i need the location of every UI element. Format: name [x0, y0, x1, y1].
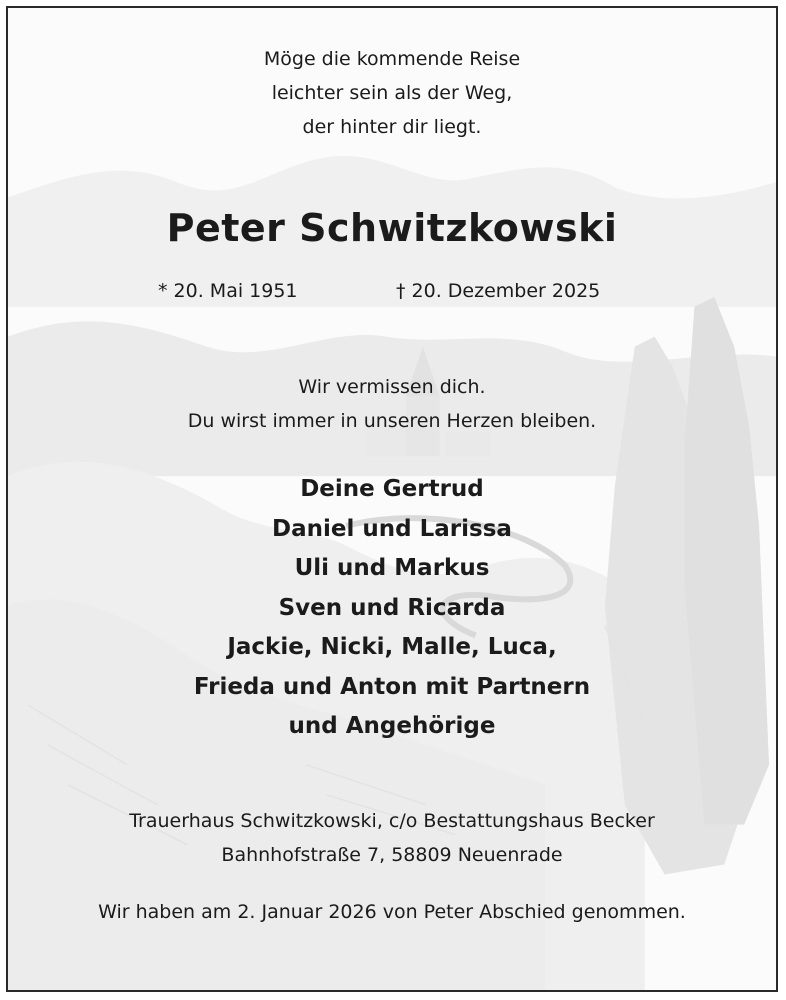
quote-line: der hinter dir liegt. — [302, 116, 482, 138]
mourner-line: Frieda und Anton mit Partnern — [193, 673, 591, 700]
message-line: Wir vermissen dich. — [298, 376, 486, 398]
mourners-list — [8, 470, 776, 747]
quote-line: Möge die kommende Reise — [263, 48, 521, 70]
birth-date: * 20. Mai 1951 — [158, 280, 298, 302]
message-line: Du wirst immer in unseren Herzen bleiben. — [187, 410, 597, 432]
mourner-line: Jackie, Nicki, Malle, Luca, — [227, 634, 557, 660]
farewell-note: Wir haben am 2. Januar 2026 von Peter Abschied genommen. — [98, 901, 686, 923]
mourner-line: Deine Gertrud — [300, 476, 484, 502]
address-line: Trauerhaus Schwitzkowski, c/o Bestattungshaus Becker — [129, 810, 655, 832]
quote-line: leichter sein als der Weg, — [271, 82, 513, 104]
death-date: † 20. Dezember 2025 — [396, 280, 601, 302]
notice-text — [8, 8, 776, 990]
quote-block — [8, 42, 776, 144]
deceased-name: Peter Schwitzkowski — [166, 206, 618, 250]
mourning-house-address — [8, 804, 776, 872]
address-line: Bahnhofstraße 7, 58809 Neuenrade — [221, 844, 563, 866]
mourner-line: und Angehörige — [288, 713, 496, 739]
mourner-line: Sven und Ricarda — [278, 594, 506, 621]
message-block — [8, 370, 776, 438]
mourner-line: Daniel und Larissa — [272, 515, 512, 542]
mourner-line: Uli und Markus — [294, 555, 490, 581]
obituary-notice — [6, 6, 778, 992]
